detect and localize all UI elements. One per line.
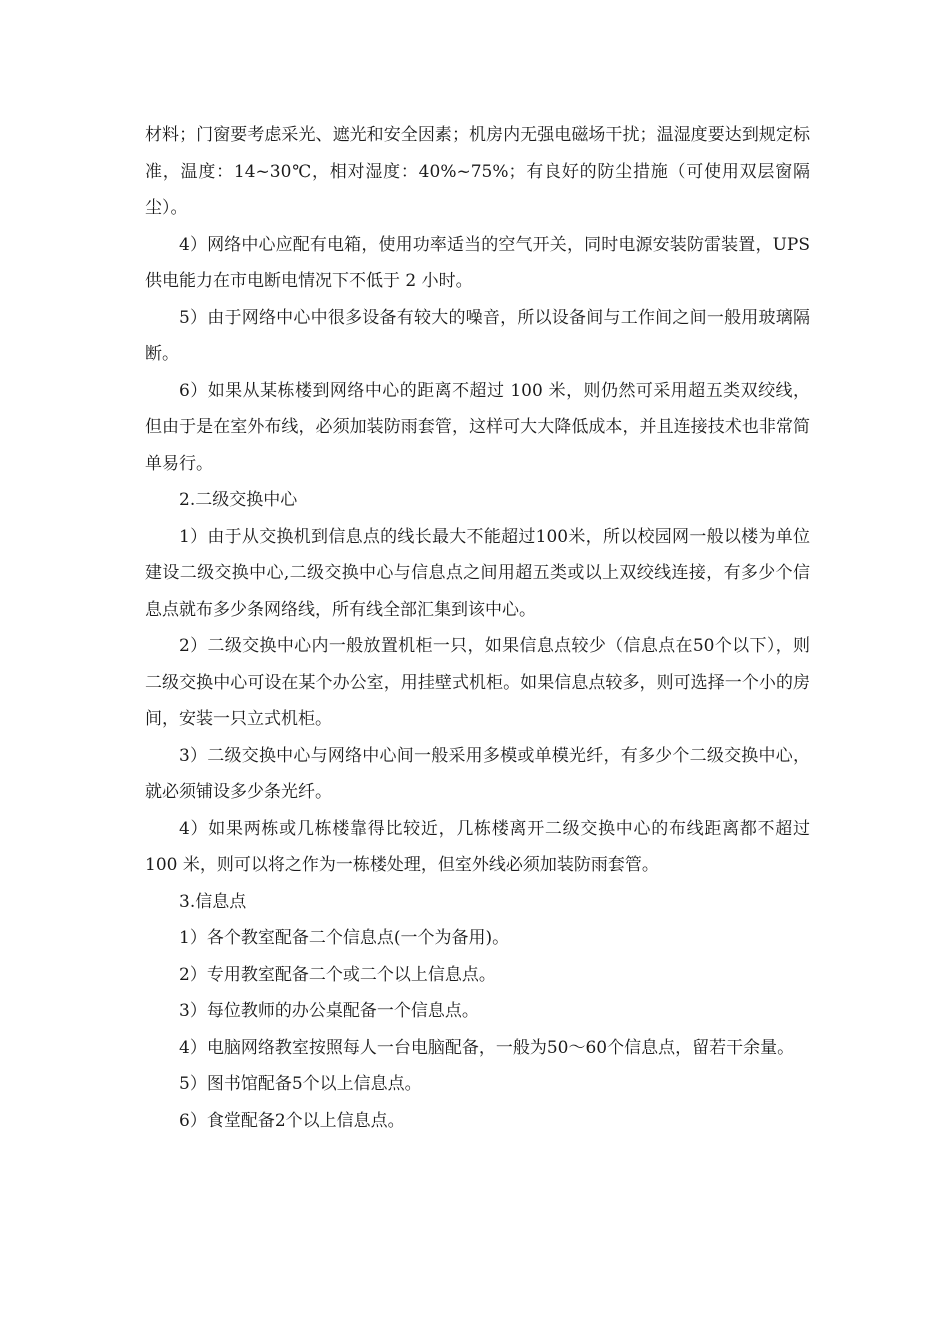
paragraph-info-point-2: 2）专用教室配备二个或二个以上信息点。 <box>179 964 496 985</box>
paragraph-secondary-center-2: 2）二级交换中心内一般放置机柜一只，如果信息点较少（信息点在50个以下），则二级交换中心可设在某个办公室，用挂壁式机柜。如果信息点较多，则可选择一个小的房间，安装一只立式机柜。 <box>145 636 810 729</box>
paragraph-info-point-1: 1）各个教室配备二个信息点(一个为备用)。 <box>179 928 510 948</box>
paragraph-info-point-6: 6）食堂配备2个以上信息点。 <box>179 1110 405 1131</box>
paragraph-secondary-center-4: 4）如果两栋或几栋楼靠得比较近，几栋楼离开二级交换中心的布线距离都不超过 100 米，则可以将之作为一栋楼处理，但室外线必须加装防雨套管。 <box>145 818 810 875</box>
section-heading-secondary-switch-center: 2.二级交换中心 <box>179 490 298 510</box>
paragraph-noise-partition: 5）由于网络中心中很多设备有较大的噪音，所以设备间与工作间之间一般用玻璃隔断。 <box>145 307 810 364</box>
paragraph-info-point-4: 4）电脑网络教室按照每人一台电脑配备，一般为50～60个信息点，留若干余量。 <box>179 1037 795 1058</box>
document-body <box>145 117 810 1139</box>
paragraph-power-supply: 4）网络中心应配有电箱，使用功率适当的空气开关，同时电源安装防雷装置，UPS 供电能力在市电断电情况下不低于 2 小时。 <box>145 234 810 291</box>
paragraph-outdoor-cabling: 6）如果从某栋楼到网络中心的距离不超过 100 米，则仍然可采用超五类双绞线，但由于是在室外布线，必须加装防雨套管，这样可大大降低成本，并且连接技术也非常简单易行。 <box>145 380 810 474</box>
paragraph-room-requirements: 材料；门窗要考虑采光、遮光和安全因素；机房内无强电磁场干扰；温湿度要达到规定标准，温度：14~30℃，相对湿度：40%~75%；有良好的防尘措施（可使用双层窗隔尘）。 <box>145 125 810 218</box>
paragraph-secondary-center-1: 1）由于从交换机到信息点的线长最大不能超过100米，所以校园网一般以楼为单位建设二级交换中心,二级交换中心与信息点之间用超五类或以上双绞线连接，有多少个信息点就布多少条网络线，所有线全部汇集到该中心。 <box>145 526 810 620</box>
paragraph-secondary-center-3: 3）二级交换中心与网络中心间一般采用多模或单模光纤，有多少个二级交换中心，就必须铺设多少条光纤。 <box>145 745 810 802</box>
section-heading-information-points: 3.信息点 <box>179 891 247 912</box>
paragraph-info-point-5: 5）图书馆配备5个以上信息点。 <box>179 1074 422 1094</box>
paragraph-info-point-3: 3）每位教师的办公桌配备一个信息点。 <box>179 1001 479 1021</box>
